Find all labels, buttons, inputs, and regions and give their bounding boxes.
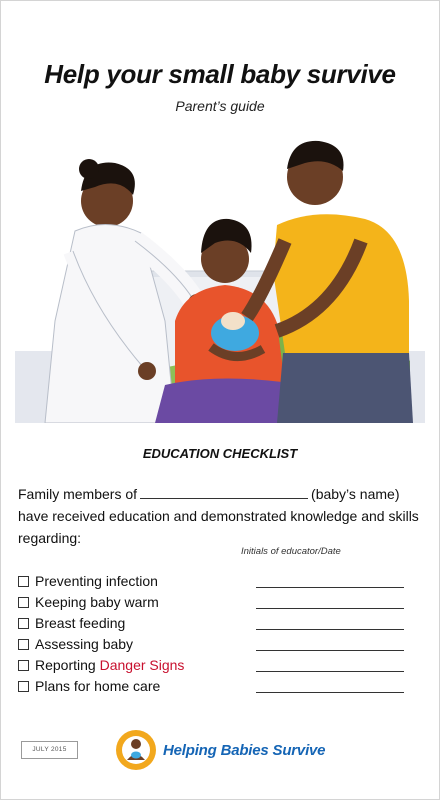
checklist-item — [18, 655, 418, 676]
initials-line[interactable] — [256, 587, 404, 588]
checkbox[interactable] — [18, 597, 29, 608]
checklist-item-label: Assessing baby — [35, 636, 134, 652]
checkbox[interactable] — [18, 681, 29, 692]
baby-name-blank[interactable] — [140, 485, 308, 499]
intro-text-after: (baby’s name) have received education and demonstrated knowledge and skills regarding: — [18, 486, 419, 546]
education-checklist — [18, 571, 418, 697]
initials-line[interactable] — [256, 629, 404, 630]
checklist-item-label: Plans for home care — [35, 678, 161, 694]
danger-signs-highlight: Danger Signs — [99, 657, 185, 673]
checklist-item — [18, 634, 418, 655]
checkbox[interactable] — [18, 660, 29, 671]
checklist-item — [18, 571, 418, 592]
helping-babies-survive-logo — [115, 729, 157, 771]
family-care-illustration — [15, 121, 425, 423]
checkbox[interactable] — [18, 639, 29, 650]
checklist-intro — [18, 483, 428, 549]
page-title: Help your small baby survive — [44, 59, 396, 89]
checklist-item — [18, 676, 418, 697]
page-subtitle: Parent’s guide — [175, 98, 265, 114]
checklist-heading: EDUCATION CHECKLIST — [142, 446, 298, 461]
checklist-item-label: Keeping baby warm — [35, 594, 159, 610]
initials-line[interactable] — [256, 671, 404, 672]
brand-name: Helping Babies Survive — [163, 741, 326, 759]
checklist-item — [18, 613, 418, 634]
checklist-item-label: Reporting — [35, 657, 100, 673]
checkbox[interactable] — [18, 618, 29, 629]
checklist-item-label: Breast feeding — [35, 615, 126, 631]
checklist-item-label: Preventing infection — [35, 573, 158, 589]
initials-line[interactable] — [256, 608, 404, 609]
edition-date: JULY 2015 — [21, 741, 78, 759]
initials-line[interactable] — [256, 692, 404, 693]
intro-text-before: Family members of — [18, 486, 138, 502]
checkbox[interactable] — [18, 576, 29, 587]
initials-line[interactable] — [256, 650, 404, 651]
initials-date-label: Initials of educator/Date — [241, 546, 341, 557]
brand-lockup — [115, 727, 325, 773]
checklist-item — [18, 592, 418, 613]
